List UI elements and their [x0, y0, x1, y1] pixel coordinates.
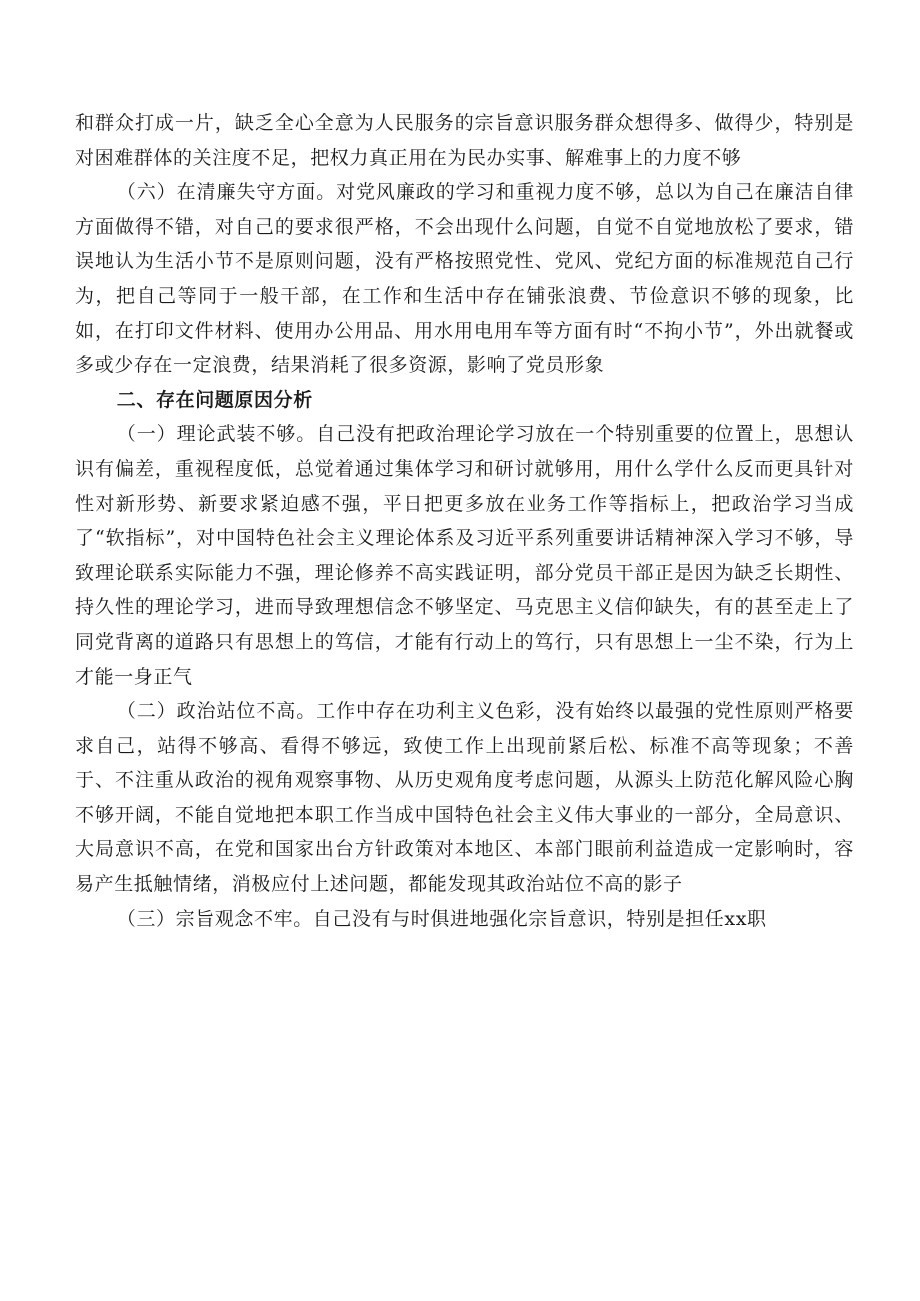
- section-heading-cause-analysis: 二、存在问题原因分析: [116, 388, 313, 411]
- paragraph-integrity-section: （六）在清廉失守方面。对党风廉政的学习和重视力度不够，总以为自己在廉洁自律方面做得不错，对自己的要求很严格，不会出现什么问题，自觉不自觉地放松了要求，错误地认为生活小节不是原则问题，没有严格按照党性、党风、党纪方面的标准规范自己行为，把自己等同于一般干部，在工作和生活中存在铺张浪费、节俭意识不够的现象，比如，在打印文件材料、使用办公用品、用水用电用车等方面有时“不拘小节”，外出就餐或多或少存在一定浪费，结果消耗了很多资源，影响了党员形象: [75, 181, 854, 377]
- paragraph-purpose-concept: （三）宗旨观念不牢。自己没有与时俱进地强化宗旨意识，特别是担任xx职: [116, 907, 767, 930]
- paragraph-theory-study: （一）理论武装不够。自己没有把政治理论学习放在一个特别重要的位置上，思想认识有偏差，重视程度低，总觉着通过集体学习和研讨就够用，用什么学什么反而更具针对性对新形势、新要求紧迫感不强，平日把更多放在业务工作等指标上，把政治学习当成了“软指标”，对中国特色社会主义理论体系及习近平系列重要讲话精神深入学习不够，导致理论联系实际能力不强，理论修养不高实践证明，部分党员干部正是因为缺乏长期性、持久性的理论学习，进而导致理想信念不够坚定、马克思主义信仰缺失，有的甚至走上了同党背离的道路只有思想上的笃信，才能有行动上的笃行，只有思想上一尘不染，行为上才能一身正气: [75, 423, 854, 688]
- paragraph-service-awareness-continuation: 和群众打成一片，缺乏全心全意为人民服务的宗旨意识服务群众想得多、做得少，特别是对困难群体的关注度不足，把权力真正用在为民办实事、解难事上的力度不够: [75, 112, 854, 169]
- paragraph-political-stance: （二）政治站位不高。工作中存在功利主义色彩，没有始终以最强的党性原则严格要求自己，站得不够高、看得不够远，致使工作上出现前紧后松、标准不高等现象；不善于、不注重从政治的视角观察事物、从历史观角度考虑问题，从源头上防范化解风险心胸不够开阔，不能自觉地把本职工作当成中国特色社会主义伟大事业的一部分，全局意识、大局意识不高，在党和国家出台方针政策对本地区、本部门眼前利益造成一定影响时，容易产生抵触情绪，消极应付上述问题，都能发现其政治站位不高的影子: [75, 700, 854, 896]
